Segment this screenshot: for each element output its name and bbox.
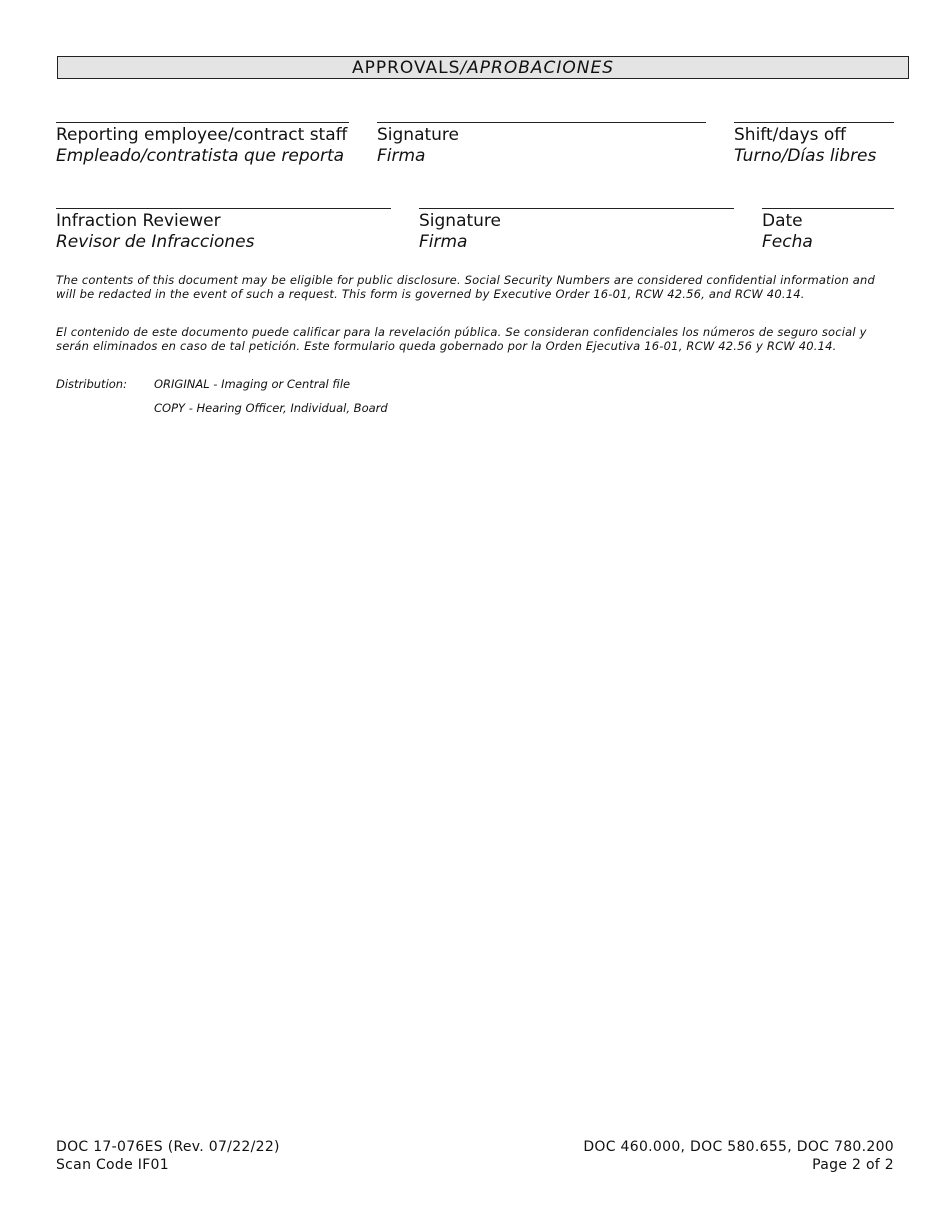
- infraction-reviewer-field[interactable]: [56, 208, 391, 253]
- distribution-label: Distribution:: [56, 377, 127, 391]
- section-header-approvals: [57, 56, 909, 79]
- shift-days-off-field[interactable]: [734, 122, 894, 167]
- date-field[interactable]: [762, 208, 894, 253]
- footer-right: [583, 1138, 894, 1174]
- scan-code: Scan Code IF01: [56, 1157, 169, 1173]
- disclosure-notice-en: The contents of this document may be eligible for public disclosure. Social Security Numbers are considered confidential information and will be redacted in the event of such a request. This form is governed by Executive Order 16-01, RCW 42.56, and RCW 40.14.: [56, 273, 876, 301]
- date-label-es: Fecha: [762, 232, 813, 252]
- footer-left: [56, 1138, 280, 1174]
- distribution-copy: COPY - Hearing Officer, Individual, Board: [154, 401, 388, 415]
- shift-days-off-label-es: Turno/Días libres: [734, 146, 877, 166]
- policy-references: DOC 460.000, DOC 580.655, DOC 780.200: [583, 1139, 894, 1155]
- distribution-original: ORIGINAL - Imaging or Central file: [154, 377, 351, 391]
- date-label: Date: [762, 211, 803, 231]
- infraction-reviewer-label: Infraction Reviewer: [56, 211, 221, 231]
- reporting-signature-label: Signature: [377, 125, 460, 145]
- shift-days-off-label: Shift/days off: [734, 125, 847, 145]
- header-title-separator: /: [460, 58, 468, 78]
- disclosure-notice-es: El contenido de este documento puede calificar para la revelación pública. Se consideran confidenciales los números de seguro social y serán eliminados en caso de tal petición. Este formulario queda gobernado por la Orden Ejecutiva 16-01, RCW 42.56 y RCW 40.14.: [56, 325, 867, 353]
- reporting-signature-label-es: Firma: [377, 146, 426, 166]
- reporting-signature-field[interactable]: [377, 122, 706, 167]
- reporting-employee-label-es: Empleado/contratista que reporta: [56, 146, 345, 166]
- header-title-es: APROBACIONES: [467, 58, 615, 78]
- page-number: Page 2 of 2: [812, 1157, 894, 1173]
- form-number: DOC 17-076ES (Rev. 07/22/22): [56, 1139, 280, 1155]
- reviewer-signature-label-es: Firma: [419, 232, 468, 252]
- infraction-reviewer-label-es: Revisor de Infracciones: [56, 232, 255, 252]
- reviewer-signature-label: Signature: [419, 211, 502, 231]
- header-title-en: APPROVALS: [351, 58, 461, 78]
- reporting-employee-field[interactable]: [56, 122, 349, 167]
- reviewer-signature-field[interactable]: [419, 208, 734, 253]
- reporting-employee-label: Reporting employee/contract staff: [56, 125, 348, 145]
